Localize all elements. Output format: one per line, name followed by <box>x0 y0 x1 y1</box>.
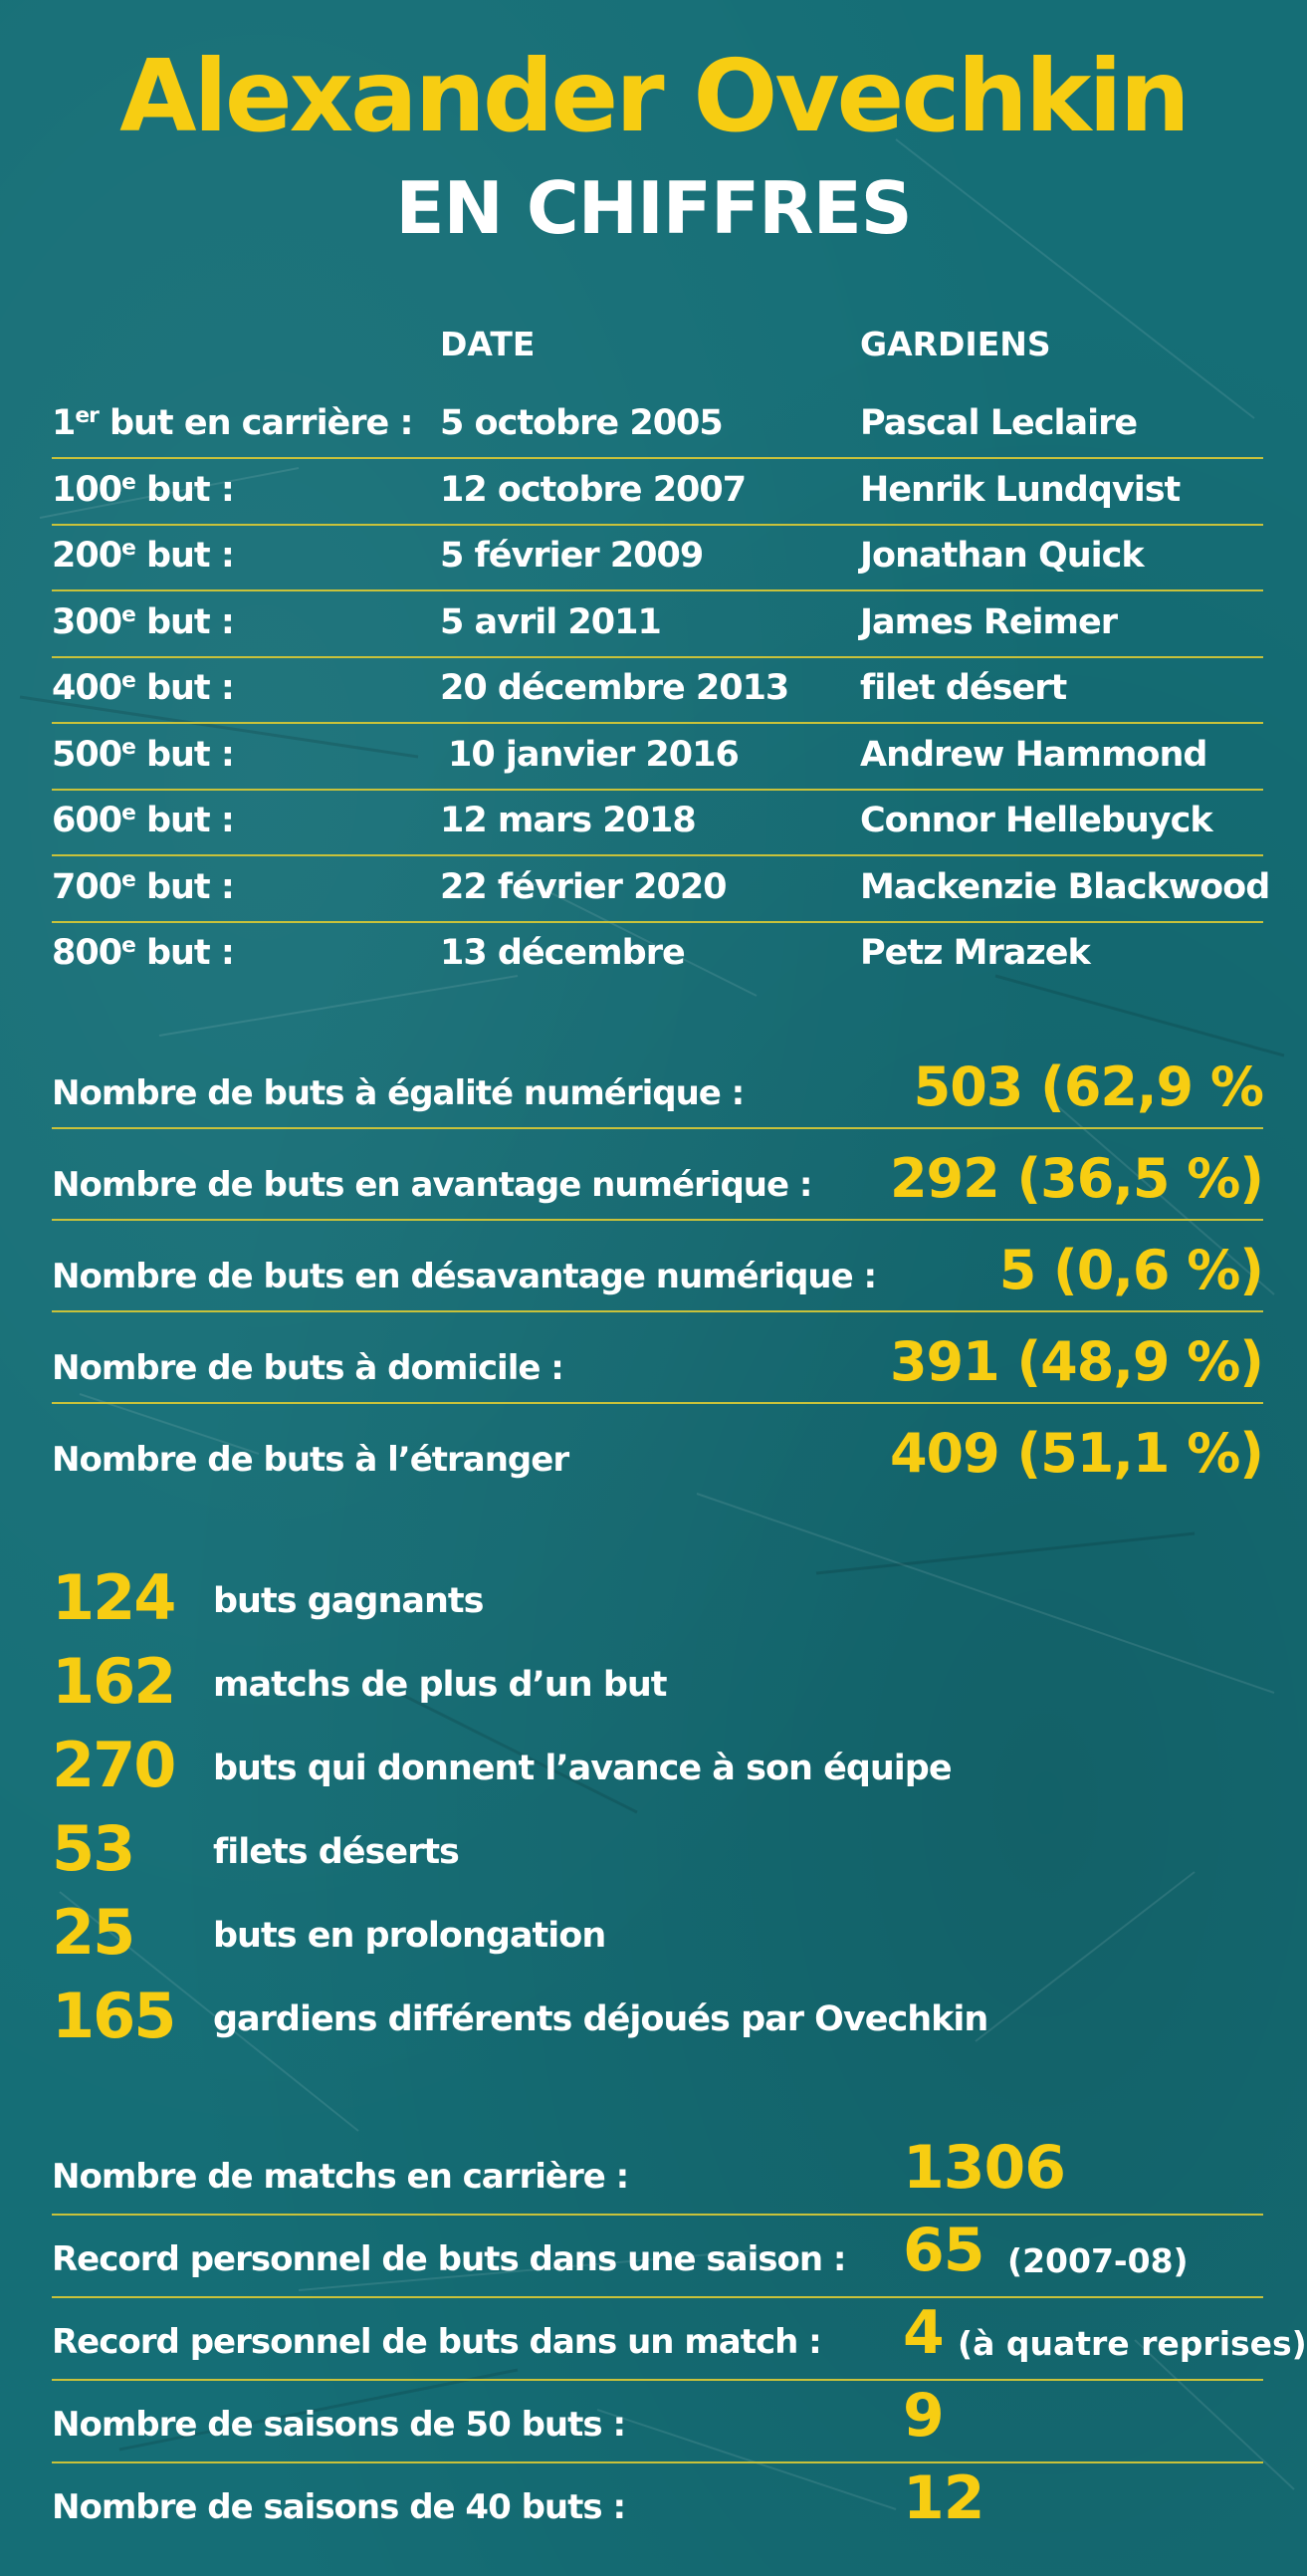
stat-label: Nombre de buts en avantage numérique : <box>52 1165 812 1205</box>
stat-label: Nombre de buts à égalité numérique : <box>52 1073 745 1113</box>
key-number-text: filets déserts <box>213 1832 459 1872</box>
milestone-label <box>52 536 234 576</box>
table-row <box>52 458 1263 526</box>
milestone-text: but : <box>134 668 234 708</box>
milestone-number: 100 <box>52 469 122 510</box>
milestone-date: 13 décembre <box>440 933 685 973</box>
career-label: Nombre de saisons de 40 buts : <box>52 2487 626 2527</box>
milestone-suffix: e <box>121 668 135 694</box>
key-number-value: 270 <box>52 1729 175 1801</box>
goalie-column-header: GARDIENS <box>860 325 1051 363</box>
key-number-value: 53 <box>52 1812 134 1885</box>
milestone-text: but : <box>134 866 234 907</box>
stat-value: 5 (0,6 %) <box>998 1239 1263 1301</box>
milestone-suffix: e <box>121 469 135 495</box>
career-label: Nombre de saisons de 50 buts : <box>52 2405 626 2445</box>
key-number-text: buts qui donnent l’avance à son équipe <box>213 1749 952 1788</box>
key-number-item <box>52 1980 1147 2063</box>
milestone-label <box>52 403 412 443</box>
milestone-suffix: e <box>121 734 135 760</box>
milestone-suffix: e <box>121 536 135 562</box>
career-row <box>52 2214 1263 2298</box>
milestone-date: 5 février 2009 <box>440 536 704 576</box>
career-value: 65 <box>903 2216 984 2285</box>
stat-value: 503 (62,9 % <box>913 1055 1263 1118</box>
milestone-suffix: e <box>121 933 135 959</box>
career-note: (à quatre reprises) <box>958 2324 1307 2363</box>
career-label: Nombre de matchs en carrière : <box>52 2157 629 2197</box>
milestone-text: but : <box>134 469 234 510</box>
milestone-goalie: Mackenzie Blackwood <box>860 866 1270 907</box>
career-value: 1306 <box>903 2133 1065 2203</box>
career-value: 4 <box>903 2298 944 2368</box>
milestone-number: 800 <box>52 933 122 973</box>
milestone-date: 5 avril 2011 <box>440 601 661 642</box>
milestone-text: but : <box>134 601 234 642</box>
table-row <box>52 723 1263 791</box>
stat-row <box>52 1036 1263 1129</box>
milestone-number: 400 <box>52 668 122 708</box>
milestone-suffix: e <box>121 801 135 826</box>
milestone-number: 300 <box>52 601 122 642</box>
key-number-text: gardiens différents déjoués par Ovechkin <box>213 1999 988 2039</box>
key-number-text: buts en prolongation <box>213 1916 606 1956</box>
key-number-item <box>52 1729 1147 1812</box>
page-title: Alexander Ovechkin <box>119 38 1188 154</box>
milestone-label <box>52 933 234 973</box>
milestone-goalie: James Reimer <box>860 601 1118 642</box>
key-number-item <box>52 1645 1147 1729</box>
key-number-text: buts gagnants <box>213 1581 484 1621</box>
milestone-goalie: Petz Mrazek <box>860 933 1090 973</box>
milestone-text: but : <box>134 933 234 973</box>
milestone-number: 700 <box>52 866 122 907</box>
career-note: (2007-08) <box>1007 2241 1189 2280</box>
key-number-value: 162 <box>52 1645 175 1718</box>
key-number-item <box>52 1812 1147 1896</box>
milestone-label <box>52 735 234 775</box>
key-number-text: matchs de plus d’un but <box>213 1665 667 1705</box>
milestone-date: 12 octobre 2007 <box>440 469 747 510</box>
milestone-label <box>52 801 234 840</box>
milestone-text: but : <box>134 536 234 576</box>
milestone-date: 20 décembre 2013 <box>440 668 789 708</box>
career-value: 9 <box>903 2381 944 2451</box>
milestone-goalie: Jonathan Quick <box>860 536 1144 576</box>
date-column-header: DATE <box>440 325 536 363</box>
milestone-goalie: Pascal Leclaire <box>860 403 1138 443</box>
milestone-number: 1 <box>52 403 76 443</box>
table-row <box>52 524 1263 591</box>
key-number-value: 124 <box>52 1561 175 1634</box>
table-row <box>52 590 1263 658</box>
table-row <box>52 921 1263 987</box>
milestone-goalie: Henrik Lundqvist <box>860 469 1181 510</box>
table-row <box>52 391 1263 459</box>
milestone-goalie: Connor Hellebuyck <box>860 801 1212 840</box>
milestone-goalie: filet désert <box>860 668 1067 708</box>
stat-label: Nombre de buts en désavantage numérique : <box>52 1257 877 1296</box>
career-row <box>52 2131 1263 2216</box>
stat-row <box>52 1219 1263 1312</box>
milestone-goalie: Andrew Hammond <box>860 734 1207 775</box>
career-label: Record personnel de buts dans un match : <box>52 2322 821 2362</box>
milestone-label <box>52 470 234 510</box>
milestone-number: 500 <box>52 734 122 775</box>
stat-value: 409 (51,1 %) <box>889 1422 1263 1485</box>
stat-value: 292 (36,5 %) <box>889 1147 1263 1210</box>
milestone-suffix: e <box>121 866 135 892</box>
career-row <box>52 2461 1263 2544</box>
milestone-date: 5 octobre 2005 <box>440 403 723 443</box>
table-row <box>52 855 1270 923</box>
table-row <box>52 656 1263 724</box>
stat-label: Nombre de buts à l’étranger <box>52 1440 569 1480</box>
milestone-date: 22 février 2020 <box>440 866 727 907</box>
milestone-text: but : <box>134 734 234 775</box>
stat-row <box>52 1402 1263 1494</box>
milestone-label <box>52 668 234 708</box>
milestone-text: but : <box>134 801 234 840</box>
milestone-label <box>52 867 234 907</box>
key-number-value: 165 <box>52 1980 175 2052</box>
milestone-text: but en carrière : <box>98 403 413 443</box>
milestone-number: 200 <box>52 536 122 576</box>
milestone-suffix: er <box>75 403 99 429</box>
milestone-date: 12 mars 2018 <box>440 801 696 840</box>
key-number-item <box>52 1561 1147 1645</box>
key-number-item <box>52 1896 1147 1980</box>
career-row <box>52 2379 1263 2463</box>
career-row <box>52 2296 1307 2381</box>
page-subtitle: EN CHIFFRES <box>395 166 912 250</box>
table-row <box>52 789 1263 856</box>
career-value: 12 <box>903 2463 984 2533</box>
career-label: Record personnel de buts dans une saison : <box>52 2239 846 2279</box>
stat-label: Nombre de buts à domicile : <box>52 1348 563 1388</box>
key-number-value: 25 <box>52 1896 134 1969</box>
milestone-date: 10 janvier 2016 <box>448 734 739 775</box>
milestone-label <box>52 602 234 642</box>
milestone-suffix: e <box>121 601 135 627</box>
milestone-number: 600 <box>52 801 122 840</box>
stat-row <box>52 1127 1263 1221</box>
stat-value: 391 (48,9 %) <box>889 1330 1263 1393</box>
stat-row <box>52 1310 1263 1404</box>
